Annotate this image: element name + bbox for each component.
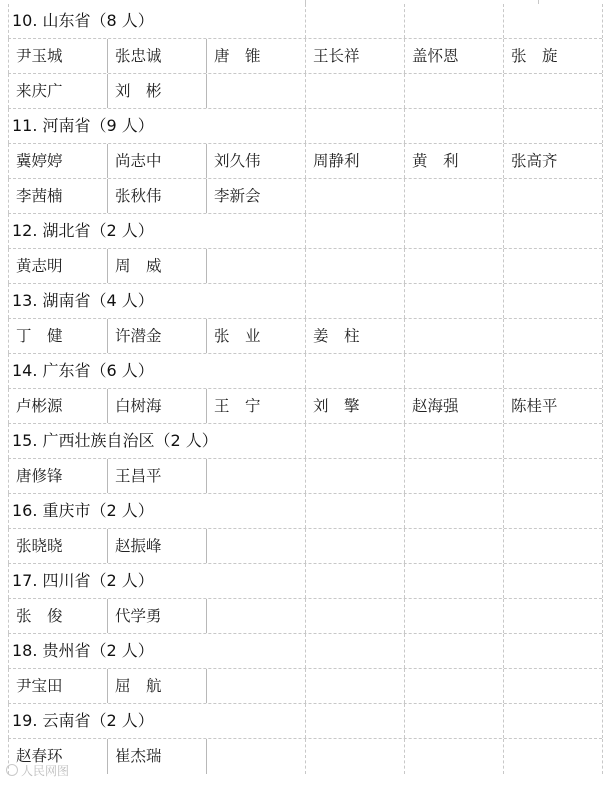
name-cell: 尹玉城 bbox=[16, 47, 63, 65]
section-header-row bbox=[8, 564, 602, 599]
name-cell: 张忠诚 bbox=[115, 47, 162, 65]
name-row bbox=[8, 599, 602, 634]
section-header: 12. 湖北省（2 人） bbox=[12, 221, 154, 240]
grid-line bbox=[8, 634, 9, 668]
grid-line bbox=[602, 179, 603, 213]
grid-line bbox=[503, 319, 504, 353]
name-cell: 盖怀恩 bbox=[412, 47, 459, 65]
grid-line bbox=[503, 669, 504, 703]
name-row bbox=[8, 529, 602, 564]
grid-line bbox=[503, 634, 504, 668]
grid-line bbox=[305, 74, 306, 108]
section-header-row bbox=[8, 704, 602, 739]
grid-line bbox=[503, 4, 504, 38]
grid-line bbox=[305, 459, 306, 493]
name-row bbox=[8, 389, 602, 424]
section-header-row bbox=[8, 424, 602, 459]
name-cell: 赵春环 bbox=[16, 747, 63, 765]
watermark-logo-icon bbox=[6, 764, 18, 776]
name-row bbox=[8, 39, 602, 74]
grid-line bbox=[206, 599, 207, 633]
grid-line bbox=[404, 739, 405, 774]
grid-line bbox=[602, 704, 603, 738]
name-row bbox=[8, 179, 602, 214]
name-cell: 张 俊 bbox=[16, 607, 63, 625]
section-header-row bbox=[8, 494, 602, 529]
grid-line bbox=[404, 529, 405, 563]
name-cell: 刘 擎 bbox=[313, 397, 360, 415]
name-cell: 张 旋 bbox=[511, 47, 558, 65]
grid-line bbox=[8, 564, 9, 598]
grid-line bbox=[602, 564, 603, 598]
section-header: 10. 山东省（8 人） bbox=[12, 11, 154, 30]
section-header-row bbox=[8, 354, 602, 389]
grid-line bbox=[503, 529, 504, 563]
section-header: 17. 四川省（2 人） bbox=[12, 571, 154, 590]
section-header: 15. 广西壮族自治区（2 人） bbox=[12, 431, 218, 450]
grid-line bbox=[404, 179, 405, 213]
grid-line bbox=[206, 249, 207, 283]
grid-line bbox=[602, 39, 603, 73]
grid-line bbox=[404, 669, 405, 703]
name-cell: 唐 锥 bbox=[214, 47, 261, 65]
name-cell: 李新会 bbox=[214, 187, 261, 205]
grid-line bbox=[8, 424, 9, 458]
grid-line bbox=[305, 354, 306, 388]
grid-line bbox=[503, 354, 504, 388]
grid-line bbox=[602, 214, 603, 248]
grid-line bbox=[602, 249, 603, 283]
name-cell: 刘 彬 bbox=[115, 82, 162, 100]
grid-line bbox=[305, 4, 306, 38]
grid-line bbox=[8, 214, 9, 248]
name-cell: 李茜楠 bbox=[16, 187, 63, 205]
grid-line bbox=[503, 459, 504, 493]
name-cell: 张晓晓 bbox=[16, 537, 63, 555]
name-row bbox=[8, 669, 602, 704]
grid-line bbox=[8, 109, 9, 143]
grid-line bbox=[404, 109, 405, 143]
grid-line bbox=[8, 354, 9, 388]
name-row bbox=[8, 144, 602, 179]
grid-line bbox=[206, 459, 207, 493]
section-header: 14. 广东省（6 人） bbox=[12, 361, 154, 380]
grid-line bbox=[8, 4, 9, 38]
grid-line bbox=[404, 4, 405, 38]
grid-line bbox=[305, 739, 306, 774]
grid-line bbox=[305, 599, 306, 633]
name-cell: 王 宁 bbox=[214, 397, 261, 415]
name-cell: 王昌平 bbox=[115, 467, 162, 485]
name-cell: 张高齐 bbox=[511, 152, 558, 170]
grid-line bbox=[503, 704, 504, 738]
name-cell: 来庆广 bbox=[16, 82, 63, 100]
grid-line bbox=[404, 564, 405, 598]
name-cell: 黄志明 bbox=[16, 257, 63, 275]
grid-line bbox=[503, 564, 504, 598]
name-cell: 陈桂平 bbox=[511, 397, 558, 415]
section-header: 16. 重庆市（2 人） bbox=[12, 501, 154, 520]
grid-line bbox=[305, 494, 306, 528]
grid-line bbox=[602, 599, 603, 633]
grid-line bbox=[503, 599, 504, 633]
name-row bbox=[8, 739, 602, 774]
grid-line bbox=[602, 459, 603, 493]
grid-line bbox=[602, 319, 603, 353]
grid-line bbox=[503, 494, 504, 528]
grid-line bbox=[602, 669, 603, 703]
grid-line bbox=[305, 634, 306, 668]
name-cell: 刘久伟 bbox=[214, 152, 261, 170]
section-header-row bbox=[8, 284, 602, 319]
grid-line bbox=[602, 494, 603, 528]
grid-line bbox=[404, 284, 405, 318]
name-cell: 丁 健 bbox=[16, 327, 63, 345]
grid-line bbox=[404, 494, 405, 528]
name-cell: 白树海 bbox=[115, 397, 162, 415]
grid-line bbox=[8, 704, 9, 738]
grid-line bbox=[602, 109, 603, 143]
watermark bbox=[6, 762, 69, 779]
name-cell: 王长祥 bbox=[313, 47, 360, 65]
name-cell: 周静利 bbox=[313, 152, 360, 170]
grid-line bbox=[8, 494, 9, 528]
section-header-row bbox=[8, 109, 602, 144]
section-header-row bbox=[8, 634, 602, 669]
grid-line bbox=[404, 214, 405, 248]
grid-line bbox=[503, 109, 504, 143]
name-cell: 卢彬源 bbox=[16, 397, 63, 415]
grid-line bbox=[602, 634, 603, 668]
name-cell: 黄 利 bbox=[412, 152, 459, 170]
section-header-row bbox=[8, 4, 602, 39]
grid-line bbox=[305, 704, 306, 738]
name-cell: 许潜金 bbox=[115, 327, 162, 345]
grid-line bbox=[602, 144, 603, 178]
name-cell: 张秋伟 bbox=[115, 187, 162, 205]
grid-line bbox=[404, 74, 405, 108]
name-cell: 冀婷婷 bbox=[16, 152, 63, 170]
table-body bbox=[8, 4, 602, 774]
name-row bbox=[8, 74, 602, 109]
grid-line bbox=[404, 459, 405, 493]
grid-line bbox=[206, 74, 207, 108]
grid-line bbox=[404, 249, 405, 283]
grid-line bbox=[602, 74, 603, 108]
grid-line bbox=[404, 319, 405, 353]
grid-line bbox=[206, 669, 207, 703]
grid-line bbox=[503, 179, 504, 213]
grid-line bbox=[305, 284, 306, 318]
grid-line bbox=[602, 424, 603, 458]
document-table bbox=[8, 4, 602, 774]
name-cell: 尹宝田 bbox=[16, 677, 63, 695]
grid-line bbox=[602, 354, 603, 388]
name-cell: 赵海强 bbox=[412, 397, 459, 415]
grid-line bbox=[404, 599, 405, 633]
grid-line bbox=[404, 354, 405, 388]
grid-line bbox=[602, 284, 603, 318]
grid-line bbox=[8, 284, 9, 318]
grid-line bbox=[305, 529, 306, 563]
grid-line bbox=[206, 529, 207, 563]
name-cell: 周 威 bbox=[115, 257, 162, 275]
section-header: 13. 湖南省（4 人） bbox=[12, 291, 154, 310]
name-cell: 赵振峰 bbox=[115, 537, 162, 555]
section-header: 19. 云南省（2 人） bbox=[12, 711, 154, 730]
grid-line bbox=[602, 389, 603, 423]
grid-line bbox=[305, 214, 306, 248]
section-header: 18. 贵州省（2 人） bbox=[12, 641, 154, 660]
grid-line bbox=[305, 424, 306, 458]
grid-line bbox=[305, 564, 306, 598]
grid-line bbox=[305, 669, 306, 703]
grid-line bbox=[305, 179, 306, 213]
grid-line bbox=[602, 529, 603, 563]
watermark-text: 人民网图 bbox=[21, 764, 70, 778]
name-cell: 代学勇 bbox=[115, 607, 162, 625]
grid-line bbox=[404, 634, 405, 668]
name-row bbox=[8, 319, 602, 354]
section-header-row bbox=[8, 214, 602, 249]
grid-line bbox=[305, 249, 306, 283]
grid-line bbox=[503, 284, 504, 318]
grid-line bbox=[305, 109, 306, 143]
name-cell: 崔杰瑞 bbox=[115, 747, 162, 765]
name-cell: 姜 柱 bbox=[313, 327, 360, 345]
grid-line bbox=[206, 739, 207, 774]
grid-line bbox=[503, 214, 504, 248]
name-cell: 张 业 bbox=[214, 327, 261, 345]
name-cell: 唐修锋 bbox=[16, 467, 63, 485]
grid-line bbox=[503, 739, 504, 774]
grid-line bbox=[503, 74, 504, 108]
grid-line bbox=[404, 704, 405, 738]
name-row bbox=[8, 249, 602, 284]
grid-line bbox=[503, 249, 504, 283]
grid-line bbox=[602, 4, 603, 38]
name-cell: 屈 航 bbox=[115, 677, 162, 695]
section-header: 11. 河南省（9 人） bbox=[12, 116, 154, 135]
grid-line bbox=[503, 424, 504, 458]
name-row bbox=[8, 459, 602, 494]
grid-line bbox=[404, 424, 405, 458]
grid-line bbox=[602, 739, 603, 774]
name-cell: 尚志中 bbox=[115, 152, 162, 170]
